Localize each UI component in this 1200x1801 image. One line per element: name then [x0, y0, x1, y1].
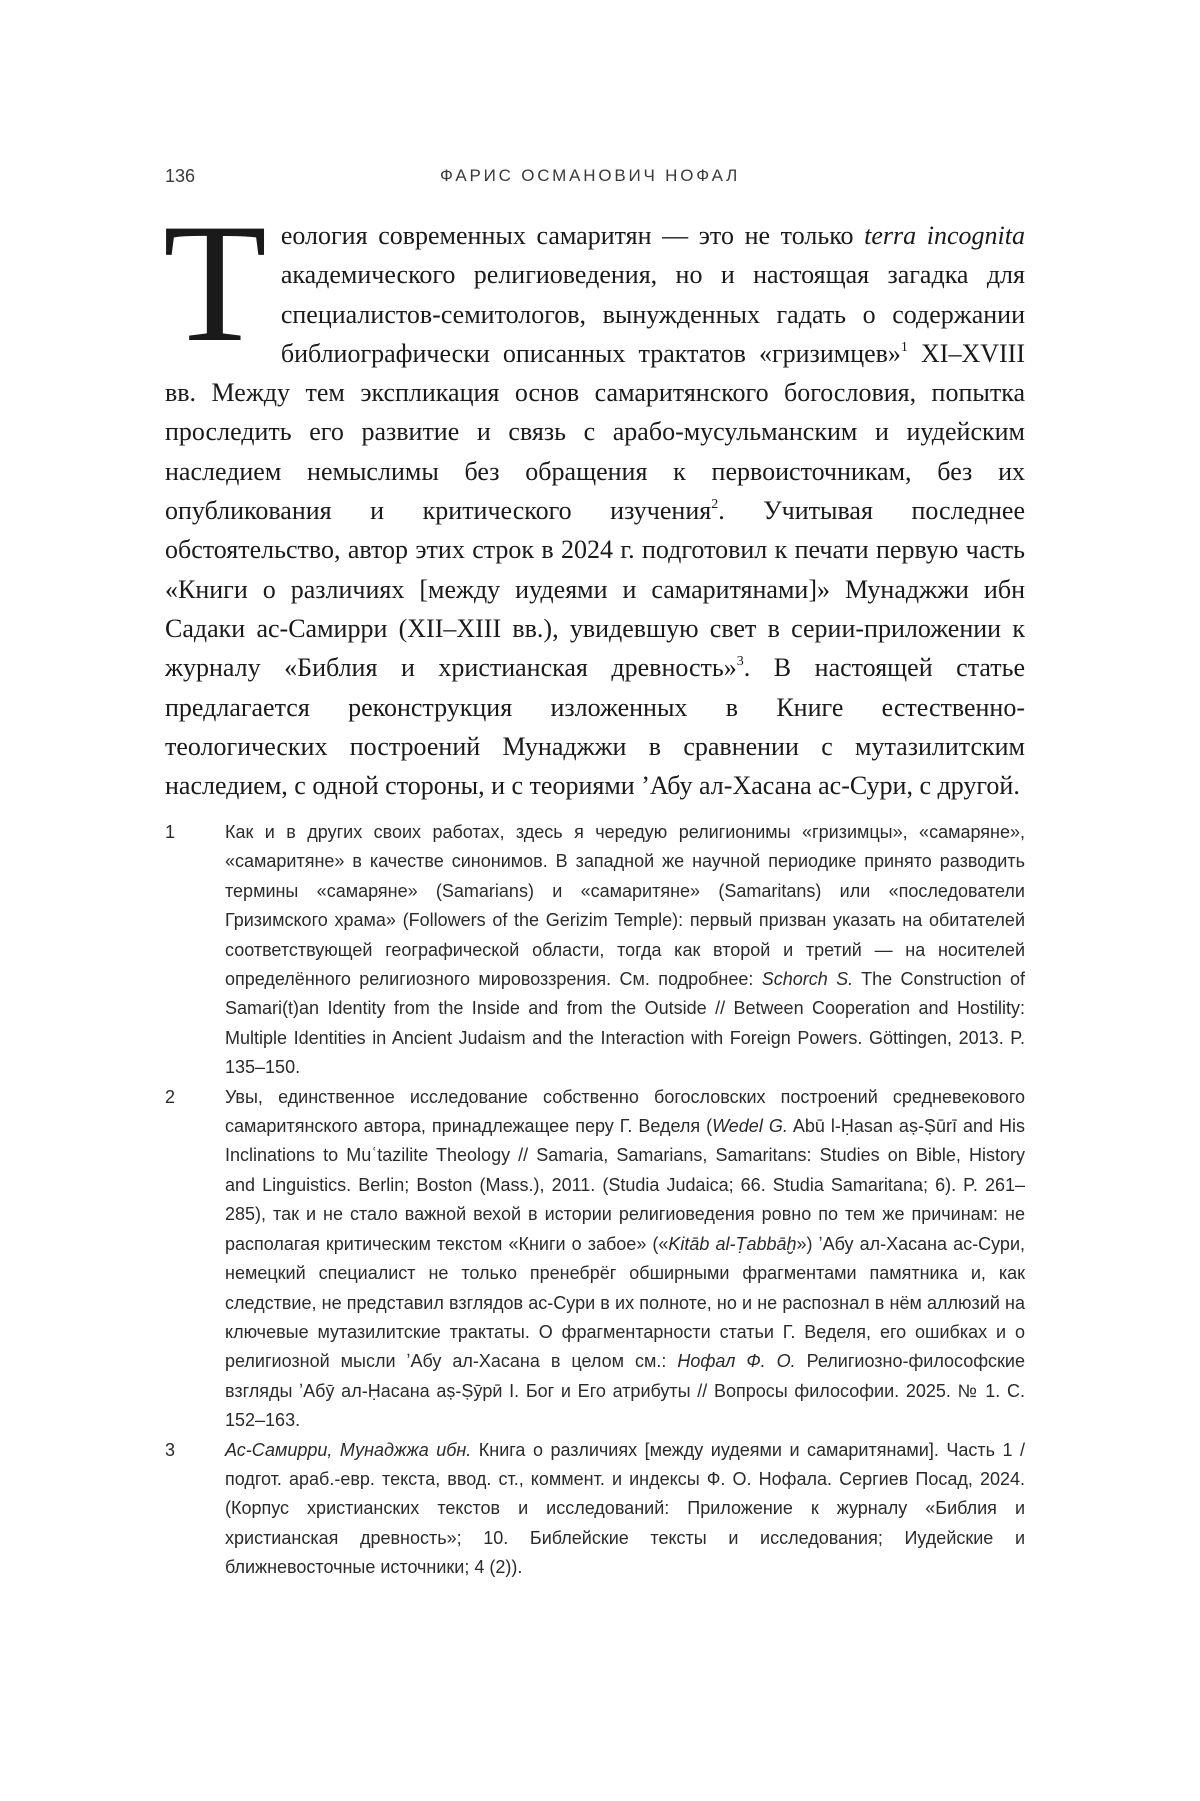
- paragraph-text: . Учитывая последнее обстоятельство, автор этих строк в 2024 г. подготовил к печати первую часть «Книги о различиях [между иудеями и самаритянами]» Мунаджжи ибн Садаки ас-Самирри (XII–XIII вв.), увидевшую свет в серии-приложении к журналу «Библия и христианская древность»: [165, 496, 1025, 683]
- footnote-ref-2[interactable]: 2: [711, 497, 719, 513]
- latin-term: terra incognita: [864, 221, 1026, 250]
- footnote-number: 1: [165, 822, 176, 842]
- paragraph-text: академического религиоведения, но и настоящая загадка для специалистов-семитологов, вынужденных гадать о содержании библиографически описанных трактатов «гризимцев»: [280, 260, 1025, 368]
- footnote-text: Ас-Самирри, Мунаджжа ибн. Книга о различиях [между иудеями и самаритянами]. Часть 1 / подгот. араб.-евр. текста, ввод. ст., коммент. и индексы Ф. О. Нофала. Сергиев Посад, 2024. (Корпус христианских текстов и исследований: Приложение к журналу «Библия и христианская древность»; 10. Библейские тексты и исследования; Иудейские и ближневосточные источники; 4 (2)).: [225, 1439, 1025, 1578]
- author-name: Wedel G.: [712, 1116, 788, 1137]
- footnote-text: Увы, единственное исследование собственно богословских построений средневекового самаритянского автора, принадлежащее перу Г. Веделя (Wedel G. Abū l-Ḥasan aṣ-Ṣūrī and His Inclinations to Muʿtazilite Theology // Samaria, Samarians, Samaritans: Studies on Bible, History and Linguistics. Berlin; Boston (Mass.), 2011. (Studia Judaica; 66. Studia Samaritana; 6). P. 261–285), так и не стало важной вехой в истории религиоведения ровно по тем же причинам: не располагая критическим текстом «Книги о забое» («Kitāb al-Ṭabbāḫ») ʼАбу ал-Хасана ас-Сури, немецкий специалист не только пренебрёг обширными фрагментами памятника и, как следствие, не представил взглядов ас-Сури в их полноте, но и не распознал в нём аллюзий на ключевые мутазилитские трактаты. О фрагментарности статьи Г. Веделя, его ошибках и о религиозной мысли ʼАбу ал-Хасана в целом см.: Нофал Ф. О. Религиозно-философские взгляды ʼАбӯ ал-Ḥасана аṣ-Ṣӯрӣ I. Бог и Его атрибуты // Вопросы философии. 2025. № 1. С. 152–163.: [225, 1086, 1025, 1431]
- footnotes: [165, 818, 1025, 1583]
- footnote-ref-3[interactable]: 3: [736, 654, 744, 670]
- footnote-3: [165, 1436, 1025, 1583]
- author-name: Ас-Самирри, Мунаджжа ибн.: [225, 1439, 472, 1460]
- author-name: Нофал Ф. О.: [677, 1351, 796, 1372]
- book-title: Kitāb al-Ṭabbāḫ: [668, 1233, 797, 1254]
- footnote-2: [165, 1083, 1025, 1436]
- drop-cap: Т: [163, 189, 267, 377]
- footnote-1: [165, 818, 1025, 1083]
- paragraph-text: XI–XVIII вв. Между тем экспликация основ самаритянского богословия, попытка проследить его развитие и связь с арабо-мусульманским и иудейским наследием немыслимы без обращения к первоисточникам, без их опубликования и критического изучения: [165, 338, 1025, 526]
- footnote-number: 3: [165, 1439, 176, 1460]
- footnote-ref-1[interactable]: 1: [900, 339, 908, 355]
- main-paragraph: [163, 189, 1026, 805]
- paragraph-text: . В настоящей статье предлагается реконструкция изложенных в Книге естественно-теологических построений Мунаджжи в сравнении с мутазилитским наследием, с одной стороны, и с теориями ʼАбу ал-Хасана ас-Сури, с другой.: [165, 653, 1025, 801]
- author-name: Schorch S.: [761, 969, 854, 990]
- running-head: ФАРИС ОСМАНОВИЧ НОФАЛ: [440, 166, 741, 185]
- paragraph-text: еология современных самаритян — это не только: [280, 221, 865, 250]
- footnote-text: Как и в других своих работах, здесь я чередую религионимы «гризимцы», «самаряне», «самаритяне» в качестве синонимов. В западной же научной периодике принято разводить термины «самаряне» (Samarians) и «самаритяне» (Samaritans) или «последователи Гризимского храма» (Followers of the Gerizim Temple): первый призван указать на обитателей соответствующей географической области, тогда как второй и третий — на носителей определённого религиозного мировоззрения. См. подробнее: Schorch S. The Construction of Samari(t)an Identity from the Inside and from the Outside // Between Cooperation and Hostility: Multiple Identities in Ancient Judaism and the Interaction with Foreign Powers. Göttingen, 2013. P. 135–150.: [225, 822, 1025, 1078]
- footnote-number: 2: [165, 1086, 176, 1107]
- page-number: 136: [165, 166, 196, 186]
